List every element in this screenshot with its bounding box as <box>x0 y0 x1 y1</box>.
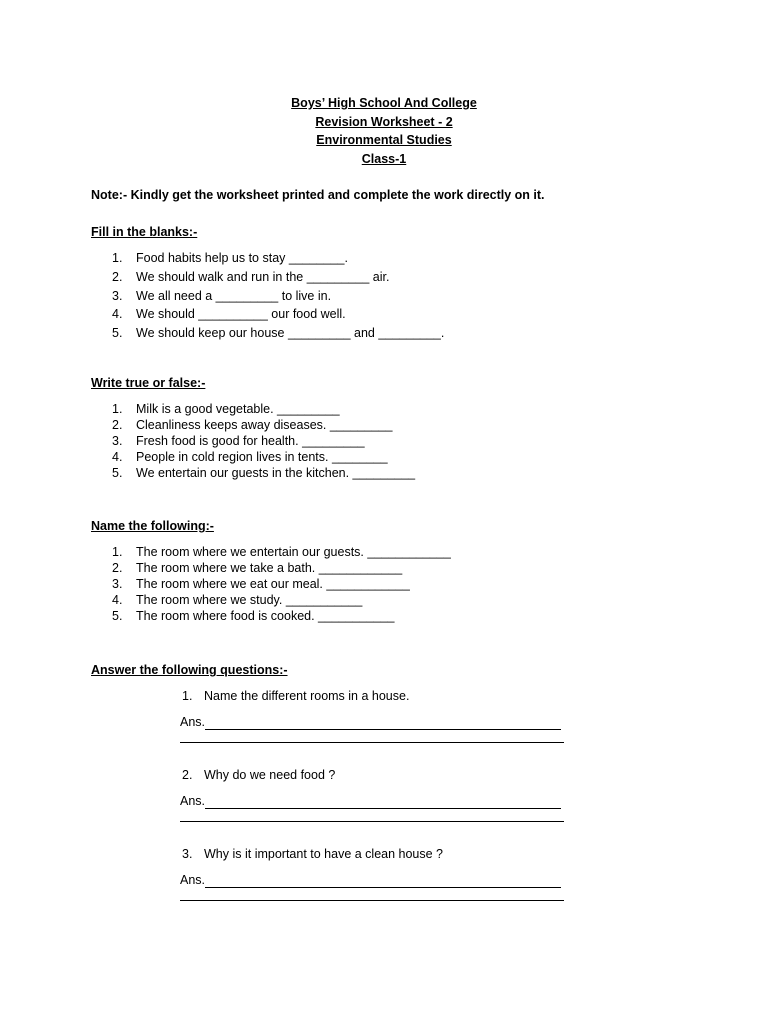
list-item <box>112 287 444 306</box>
list-item <box>112 417 415 433</box>
item-text: We entertain our guests in the kitchen. _________ <box>136 466 416 480</box>
answer-label: Ans. <box>180 715 206 729</box>
question-text: Name the different rooms in a house. <box>204 689 410 703</box>
item-text: Fresh food is good for health. _________ <box>136 434 365 448</box>
true-false-list <box>112 401 415 481</box>
list-item <box>112 324 444 343</box>
question-number: 3. <box>182 847 193 861</box>
question-number: 2. <box>182 768 193 782</box>
list-item <box>112 249 444 268</box>
item-text: The room where we entertain our guests. ____________ <box>136 545 451 559</box>
item-number: 3. <box>112 288 123 303</box>
question-number: 1. <box>182 689 193 703</box>
list-item <box>112 544 451 560</box>
item-number: 5. <box>112 609 123 623</box>
item-number: 4. <box>112 307 123 322</box>
answer-label: Ans. <box>180 873 206 887</box>
item-number: 3. <box>112 434 123 448</box>
item-text: We should keep our house _________ and _________. <box>136 326 445 341</box>
list-item <box>112 608 451 624</box>
item-number: 5. <box>112 326 123 341</box>
section-title-questions: Answer the following questions:- <box>91 663 288 677</box>
answer-rule <box>205 795 561 809</box>
item-number: 4. <box>112 450 123 464</box>
fill-blanks-list <box>112 249 444 343</box>
school-name: Boys’ High School And College <box>291 96 477 110</box>
item-text: The room where we take a bath. ____________ <box>136 561 403 575</box>
list-item <box>112 305 444 324</box>
answer-label: Ans. <box>180 794 206 808</box>
question-line <box>182 767 335 783</box>
item-number: 2. <box>112 561 123 575</box>
subject-name: Environmental Studies <box>316 133 452 148</box>
answer-rule <box>205 716 561 730</box>
list-item <box>112 465 415 481</box>
list-item <box>112 576 451 592</box>
answer-continuation-line[interactable] <box>180 821 564 822</box>
answer-line[interactable] <box>180 714 561 730</box>
answer-line[interactable] <box>180 872 561 888</box>
item-text: The room where food is cooked. ___________ <box>136 609 395 623</box>
item-text: People in cold region lives in tents. ________ <box>136 450 388 464</box>
question-line <box>182 846 443 862</box>
item-text: We all need a _________ to live in. <box>136 288 332 303</box>
item-number: 5. <box>112 466 123 480</box>
question-text: Why is it important to have a clean house ? <box>204 847 444 861</box>
item-number: 2. <box>112 269 123 284</box>
section-title-fill-blanks: Fill in the blanks:- <box>91 225 198 239</box>
item-number: 1. <box>112 251 123 265</box>
answer-rule <box>205 874 561 888</box>
list-item <box>112 433 415 449</box>
item-text: We should walk and run in the _________ air. <box>136 269 390 284</box>
list-item <box>112 560 451 576</box>
list-item <box>112 449 415 465</box>
worksheet-header <box>0 94 768 168</box>
item-text: We should __________ our food well. <box>136 307 346 322</box>
name-following-list <box>112 544 451 624</box>
list-item <box>112 401 415 417</box>
list-item <box>112 268 444 287</box>
list-item <box>112 592 451 608</box>
item-text: Cleanliness keeps away diseases. _________ <box>136 418 393 432</box>
section-title-true-false: Write true or false:- <box>91 376 206 390</box>
answer-continuation-line[interactable] <box>180 742 564 743</box>
section-title-name-following: Name the following:- <box>91 519 214 533</box>
item-number: 1. <box>112 402 123 416</box>
item-number: 3. <box>112 577 123 591</box>
item-number: 2. <box>112 418 123 432</box>
question-line <box>182 688 409 704</box>
item-number: 4. <box>112 593 123 607</box>
answer-line[interactable] <box>180 793 561 809</box>
worksheet-title: Revision Worksheet - 2 <box>315 114 453 129</box>
answer-continuation-line[interactable] <box>180 900 564 901</box>
item-text: The room where we study. ___________ <box>136 593 363 607</box>
class-label: Class-1 <box>361 151 407 166</box>
question-text: Why do we need food ? <box>204 768 336 782</box>
item-text: Food habits help us to stay ________. <box>136 251 348 265</box>
instruction-note: Note:- Kindly get the worksheet printed and complete the work directly on it. <box>91 188 545 202</box>
item-text: Milk is a good vegetable. _________ <box>136 402 340 416</box>
item-text: The room where we eat our meal. ____________ <box>136 577 410 591</box>
item-number: 1. <box>112 545 123 559</box>
